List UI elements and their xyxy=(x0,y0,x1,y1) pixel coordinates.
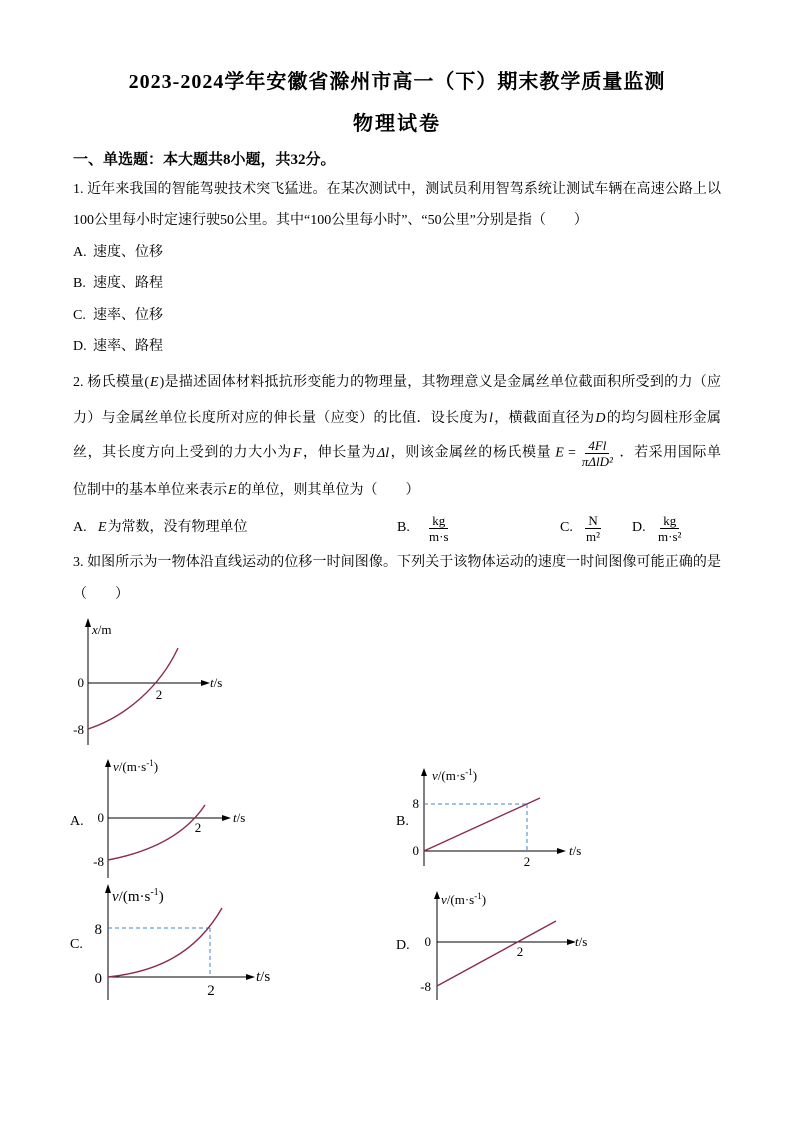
unit-fraction xyxy=(655,513,684,544)
x-axis-label xyxy=(210,675,222,690)
v-axis-close: ) xyxy=(481,892,487,907)
q2-text: ，则该金属丝的杨氏模量 xyxy=(390,445,552,461)
x-axis-unit: /s xyxy=(578,934,588,949)
variable-e: E xyxy=(228,483,237,498)
v-axis-var: v xyxy=(113,759,119,774)
q2-text: 的均匀圆柱形金属 xyxy=(606,411,722,426)
x-axis-label xyxy=(569,843,581,858)
formula-equals: = xyxy=(567,445,576,461)
variable-e: E xyxy=(98,520,107,535)
v-axis-exp: -1 xyxy=(150,887,159,898)
option-label: A. xyxy=(73,245,87,260)
v-axis-close: ) xyxy=(153,759,159,774)
q2-option-a xyxy=(73,512,248,544)
v-axis-close: ) xyxy=(472,768,478,783)
y-axis-arrow xyxy=(105,759,111,767)
q2-text: ．若采用国际单 xyxy=(618,445,722,461)
q2-text: 力）与金属丝单位长度所对应的伸长量（应变）的比值．设长度为 xyxy=(73,411,489,426)
v-axis-var: v xyxy=(432,768,438,783)
option-text: 速度、路程 xyxy=(93,276,163,291)
unit-denominator: m² xyxy=(586,528,601,544)
option-text: 速率、路程 xyxy=(93,339,163,354)
q2-text: )是描述固体材料抵抗形变能力的物理量，其物理意义是金属丝单位截面积所受到的力（应 xyxy=(159,375,721,390)
q3-stem-line-2: （ ） xyxy=(73,587,129,602)
q2-text: 2. 杨氏模量( xyxy=(73,375,150,390)
option-label: A. xyxy=(73,520,87,535)
unit-fraction xyxy=(426,513,452,544)
y-axis-arrow xyxy=(421,768,427,776)
variable-e: E xyxy=(150,375,159,390)
vt-line xyxy=(424,798,540,851)
option-text: 速率、位移 xyxy=(93,308,163,323)
exam-subtitle: 物理试卷 xyxy=(353,113,441,135)
vt-line xyxy=(437,921,556,986)
x-axis-var: t xyxy=(569,843,573,858)
origin-label: 0 xyxy=(424,934,431,949)
q1-option-a xyxy=(73,243,163,263)
origin-label: 0 xyxy=(412,843,419,858)
origin-label: 0 xyxy=(94,971,102,987)
q2-text: 丝，其长度方向上受到的力大小为 xyxy=(73,445,292,461)
x-axis-unit: /s xyxy=(213,675,223,690)
y-axis-label xyxy=(91,622,112,637)
graph-c xyxy=(60,880,270,1005)
v-axis-exp: -1 xyxy=(474,891,482,901)
q1-option-b xyxy=(73,274,163,294)
v-axis-label xyxy=(112,887,164,905)
y-tick-label: -8 xyxy=(93,854,104,869)
origin-label: 0 xyxy=(97,810,104,825)
section-header: 一、单选题：本大题共8小题，共32分。 xyxy=(73,152,336,168)
vt-curve xyxy=(108,805,205,860)
option-text: 速度、位移 xyxy=(93,245,163,260)
v-axis-exp: -1 xyxy=(146,758,154,768)
v-axis-label xyxy=(113,758,158,774)
y-axis-arrow xyxy=(85,618,91,627)
variable-f: F xyxy=(292,445,302,461)
q2-option-b xyxy=(397,512,455,544)
q2-stem-line-2 xyxy=(73,409,721,429)
option-label: D. xyxy=(73,339,87,354)
v-axis-unit: /(m·s xyxy=(437,768,466,783)
v-axis-unit: /(m·s xyxy=(118,759,147,774)
graph-a-label: A. xyxy=(70,814,84,829)
graph-b xyxy=(405,762,595,872)
formula-numerator: 4Fl xyxy=(585,438,609,454)
graph-d xyxy=(405,885,595,1005)
y-tick-label: 8 xyxy=(412,796,419,811)
variable-delta-l: Δl xyxy=(376,445,390,461)
unit-denominator: m·s² xyxy=(658,528,682,544)
x-axis-label xyxy=(575,934,587,949)
q2-text: 的单位，则其单位为（ ） xyxy=(237,483,420,498)
x-axis-var: t xyxy=(233,810,237,825)
y-axis-var: x xyxy=(92,622,98,637)
q2-option-d xyxy=(632,512,687,544)
x-axis-unit: /s xyxy=(572,843,582,858)
option-label: C. xyxy=(560,520,573,535)
x-axis-var: t xyxy=(210,675,214,690)
x-axis-label xyxy=(256,969,270,985)
option-label: B. xyxy=(397,520,410,535)
x-axis-arrow xyxy=(222,815,231,821)
formula-fraction xyxy=(579,438,616,469)
q2-stem-line-1 xyxy=(73,373,721,393)
y-tick-label: -8 xyxy=(420,979,431,994)
q3-stem-line-1: 3. 如图所示为一物体沿直线运动的位移一时间图像。下列关于该物体运动的速度一时间图像可能正确的是 xyxy=(73,555,721,570)
q1-stem-line-1: 1. 近年来我国的智能驾驶技术突飞猛进。在某次测试中，测试员利用智驾系统让测试车辆在高速公路上以 xyxy=(73,182,721,197)
vt-curve xyxy=(108,908,222,977)
v-axis-unit: /(m·s xyxy=(446,892,475,907)
option-text: 为常数，没有物理单位 xyxy=(107,520,248,535)
graph-c-label: C. xyxy=(70,937,83,952)
formula-e: E xyxy=(555,445,564,461)
xt-graph xyxy=(60,615,230,750)
x-tick-label: 2 xyxy=(194,820,202,835)
option-label: D. xyxy=(632,520,646,535)
v-axis-label xyxy=(432,767,477,783)
q2-text: ，伸长量为 xyxy=(302,445,376,461)
x-axis-arrow xyxy=(246,974,255,980)
q1-option-d xyxy=(73,337,163,357)
q2-stem-line-4 xyxy=(73,481,420,501)
x-axis-unit: /s xyxy=(236,810,246,825)
graph-a xyxy=(60,755,250,885)
x-axis-unit: /s xyxy=(260,969,271,985)
xt-curve xyxy=(88,648,178,729)
q2-stem-line-3 xyxy=(73,438,721,469)
x-axis-label xyxy=(233,810,245,825)
x-tick-label: 2 xyxy=(516,944,524,959)
q2-text: 位制中的基本单位来表示 xyxy=(73,483,227,498)
y-tick-label: 8 xyxy=(94,922,102,938)
unit-numerator: kg xyxy=(429,513,448,529)
graph-b-label: B. xyxy=(396,814,409,829)
exam-title: 2023-2024学年安徽省滁州市高一（下）期末教学质量监测 xyxy=(128,71,666,93)
unit-numerator: N xyxy=(585,513,600,529)
option-label: B. xyxy=(73,276,86,291)
origin-label: 0 xyxy=(77,675,84,690)
y-tick-label: -8 xyxy=(73,722,84,737)
q2-option-c xyxy=(560,512,606,544)
variable-l: l xyxy=(489,411,493,426)
v-axis-close: ) xyxy=(158,889,164,905)
unit-denominator: m·s xyxy=(429,528,449,544)
graph-d-label: D. xyxy=(396,938,410,953)
v-axis-exp: -1 xyxy=(465,767,473,777)
x-tick-label: 2 xyxy=(523,854,531,869)
q1-stem-line-2: 100公里每小时定速行驶50公里。其中“100公里每小时”、“50公里”分别是指（ ） xyxy=(73,213,588,228)
x-tick-label: 2 xyxy=(155,687,163,702)
v-axis-label xyxy=(441,891,486,907)
q2-text: ，横截面直径为 xyxy=(493,411,595,426)
x-axis-arrow xyxy=(557,848,566,854)
variable-d: D xyxy=(595,411,606,426)
unit-fraction xyxy=(583,513,603,544)
x-axis-var: t xyxy=(256,969,261,985)
v-axis-var: v xyxy=(441,892,447,907)
formula-denominator: πΔlD² xyxy=(581,454,613,469)
y-axis-arrow xyxy=(434,891,440,899)
q1-option-c xyxy=(73,306,163,326)
x-tick-label: 2 xyxy=(207,983,215,999)
y-axis-arrow xyxy=(105,884,111,893)
x-axis-arrow xyxy=(201,680,210,686)
v-axis-unit: /(m·s xyxy=(118,889,151,905)
v-axis-var: v xyxy=(112,889,119,905)
y-axis-unit: /m xyxy=(97,622,112,637)
unit-numerator: kg xyxy=(660,513,679,529)
option-label: C. xyxy=(73,308,86,323)
x-axis-var: t xyxy=(575,934,579,949)
